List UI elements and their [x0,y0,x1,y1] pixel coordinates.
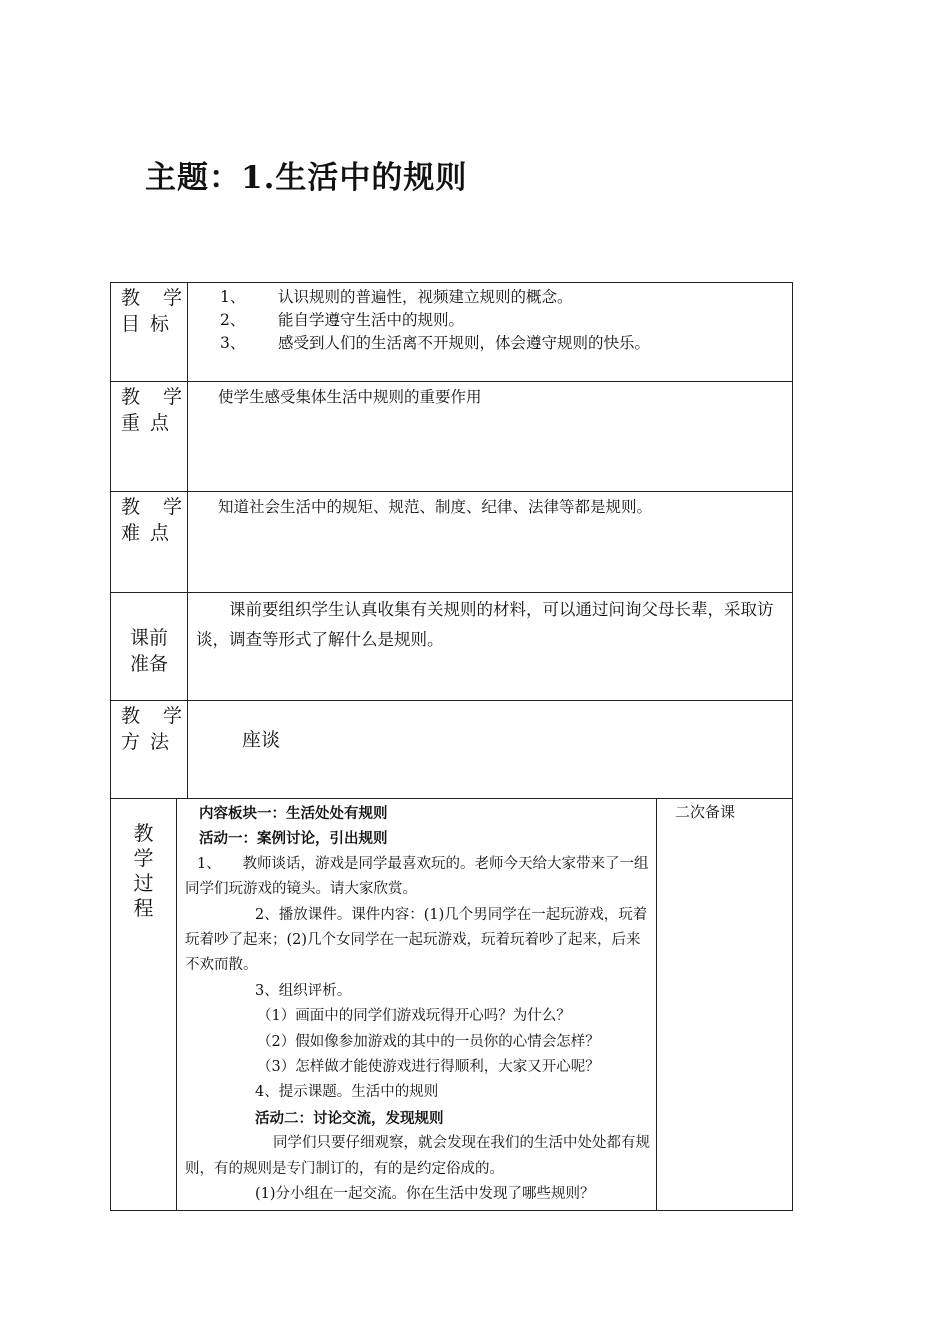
process-row [111,799,793,1211]
preparation-content: 课前要组织学生认真收集有关规则的材料，可以通过问询父母长辈，采取访谈，调查等形式了解什么是规则。 [188,593,793,701]
difficulty-content: 知道社会生活中的规矩、规范、制度、纪律、法律等都是规则。 [188,492,793,593]
second-prep-label: 二次备课 [675,803,736,821]
process-paragraph: 同学们只要仔细观察，就会发现在我们的生活中处处都有规则，有的规则是专门制订的，有的是约定俗成的。 [185,1135,650,1177]
question-item: （1）画面中的同学们游戏玩得开心吗？为什么？ [257,1008,571,1025]
difficulty-label: 教 学 难 点 [111,492,188,593]
section-heading: 内容板块一：生活处处有规则 [199,805,388,822]
activity-heading: 活动二：讨论交流，发现规则 [255,1109,444,1127]
lesson-plan-table [110,282,793,1211]
page-title: 主题：1.生活中的规则 [145,160,468,196]
process-paragraph: 4、提示课题。生活中的规则 [255,1084,439,1101]
process-paragraph: (1)分小组在一起交流。你在生活中发现了哪些规则？ [255,1186,595,1203]
question-item: （2）假如像参加游戏的其中的一员你的心情会怎样？ [257,1033,600,1050]
goal-item: 2、 能自学遵守生活中的规则。 [220,311,465,329]
goal-item: 3、 感受到人们的生活离不开规则，体会遵守规则的快乐。 [220,334,651,352]
second-prep-column [657,799,793,1211]
difficulty-row [111,492,793,593]
process-paragraph: 1、 教师谈话，游戏是同学最喜欢玩的。老师今天给大家带来了一组同学们玩游戏的镜头。请大家欣赏。 [185,855,649,898]
question-item: （3）怎样做才能使游戏进行得顺利，大家又开心呢？ [257,1059,600,1076]
method-label: 教 学 方 法 [111,701,188,799]
goals-label: 教 学 目 标 [111,283,188,382]
activity-heading: 活动一：案例讨论，引出规则 [199,830,388,848]
key-point-content: 使学生感受集体生活中规则的重要作用 [188,382,793,492]
key-point-row [111,382,793,492]
goals-content [188,283,793,382]
method-row [111,701,793,799]
process-paragraph: 3、组织评析。 [255,982,352,999]
preparation-label: 课前 准备 [111,593,188,701]
goals-row [111,283,793,382]
goal-item: 1、 认识规则的普遍性，视频建立规则的概念。 [220,288,573,306]
preparation-row [111,593,793,701]
process-content [177,799,657,1211]
process-label: 教 学 过 程 [111,799,177,1211]
key-point-label: 教 学 重 点 [111,382,188,492]
process-paragraph: 2、播放课件。课件内容：(1)几个男同学在一起玩游戏，玩着玩着吵了起来；(2)几个女同学在一起玩游戏，玩着玩着吵了起来，后来不欢而散。 [185,906,648,974]
method-content: 座谈 [188,701,793,799]
